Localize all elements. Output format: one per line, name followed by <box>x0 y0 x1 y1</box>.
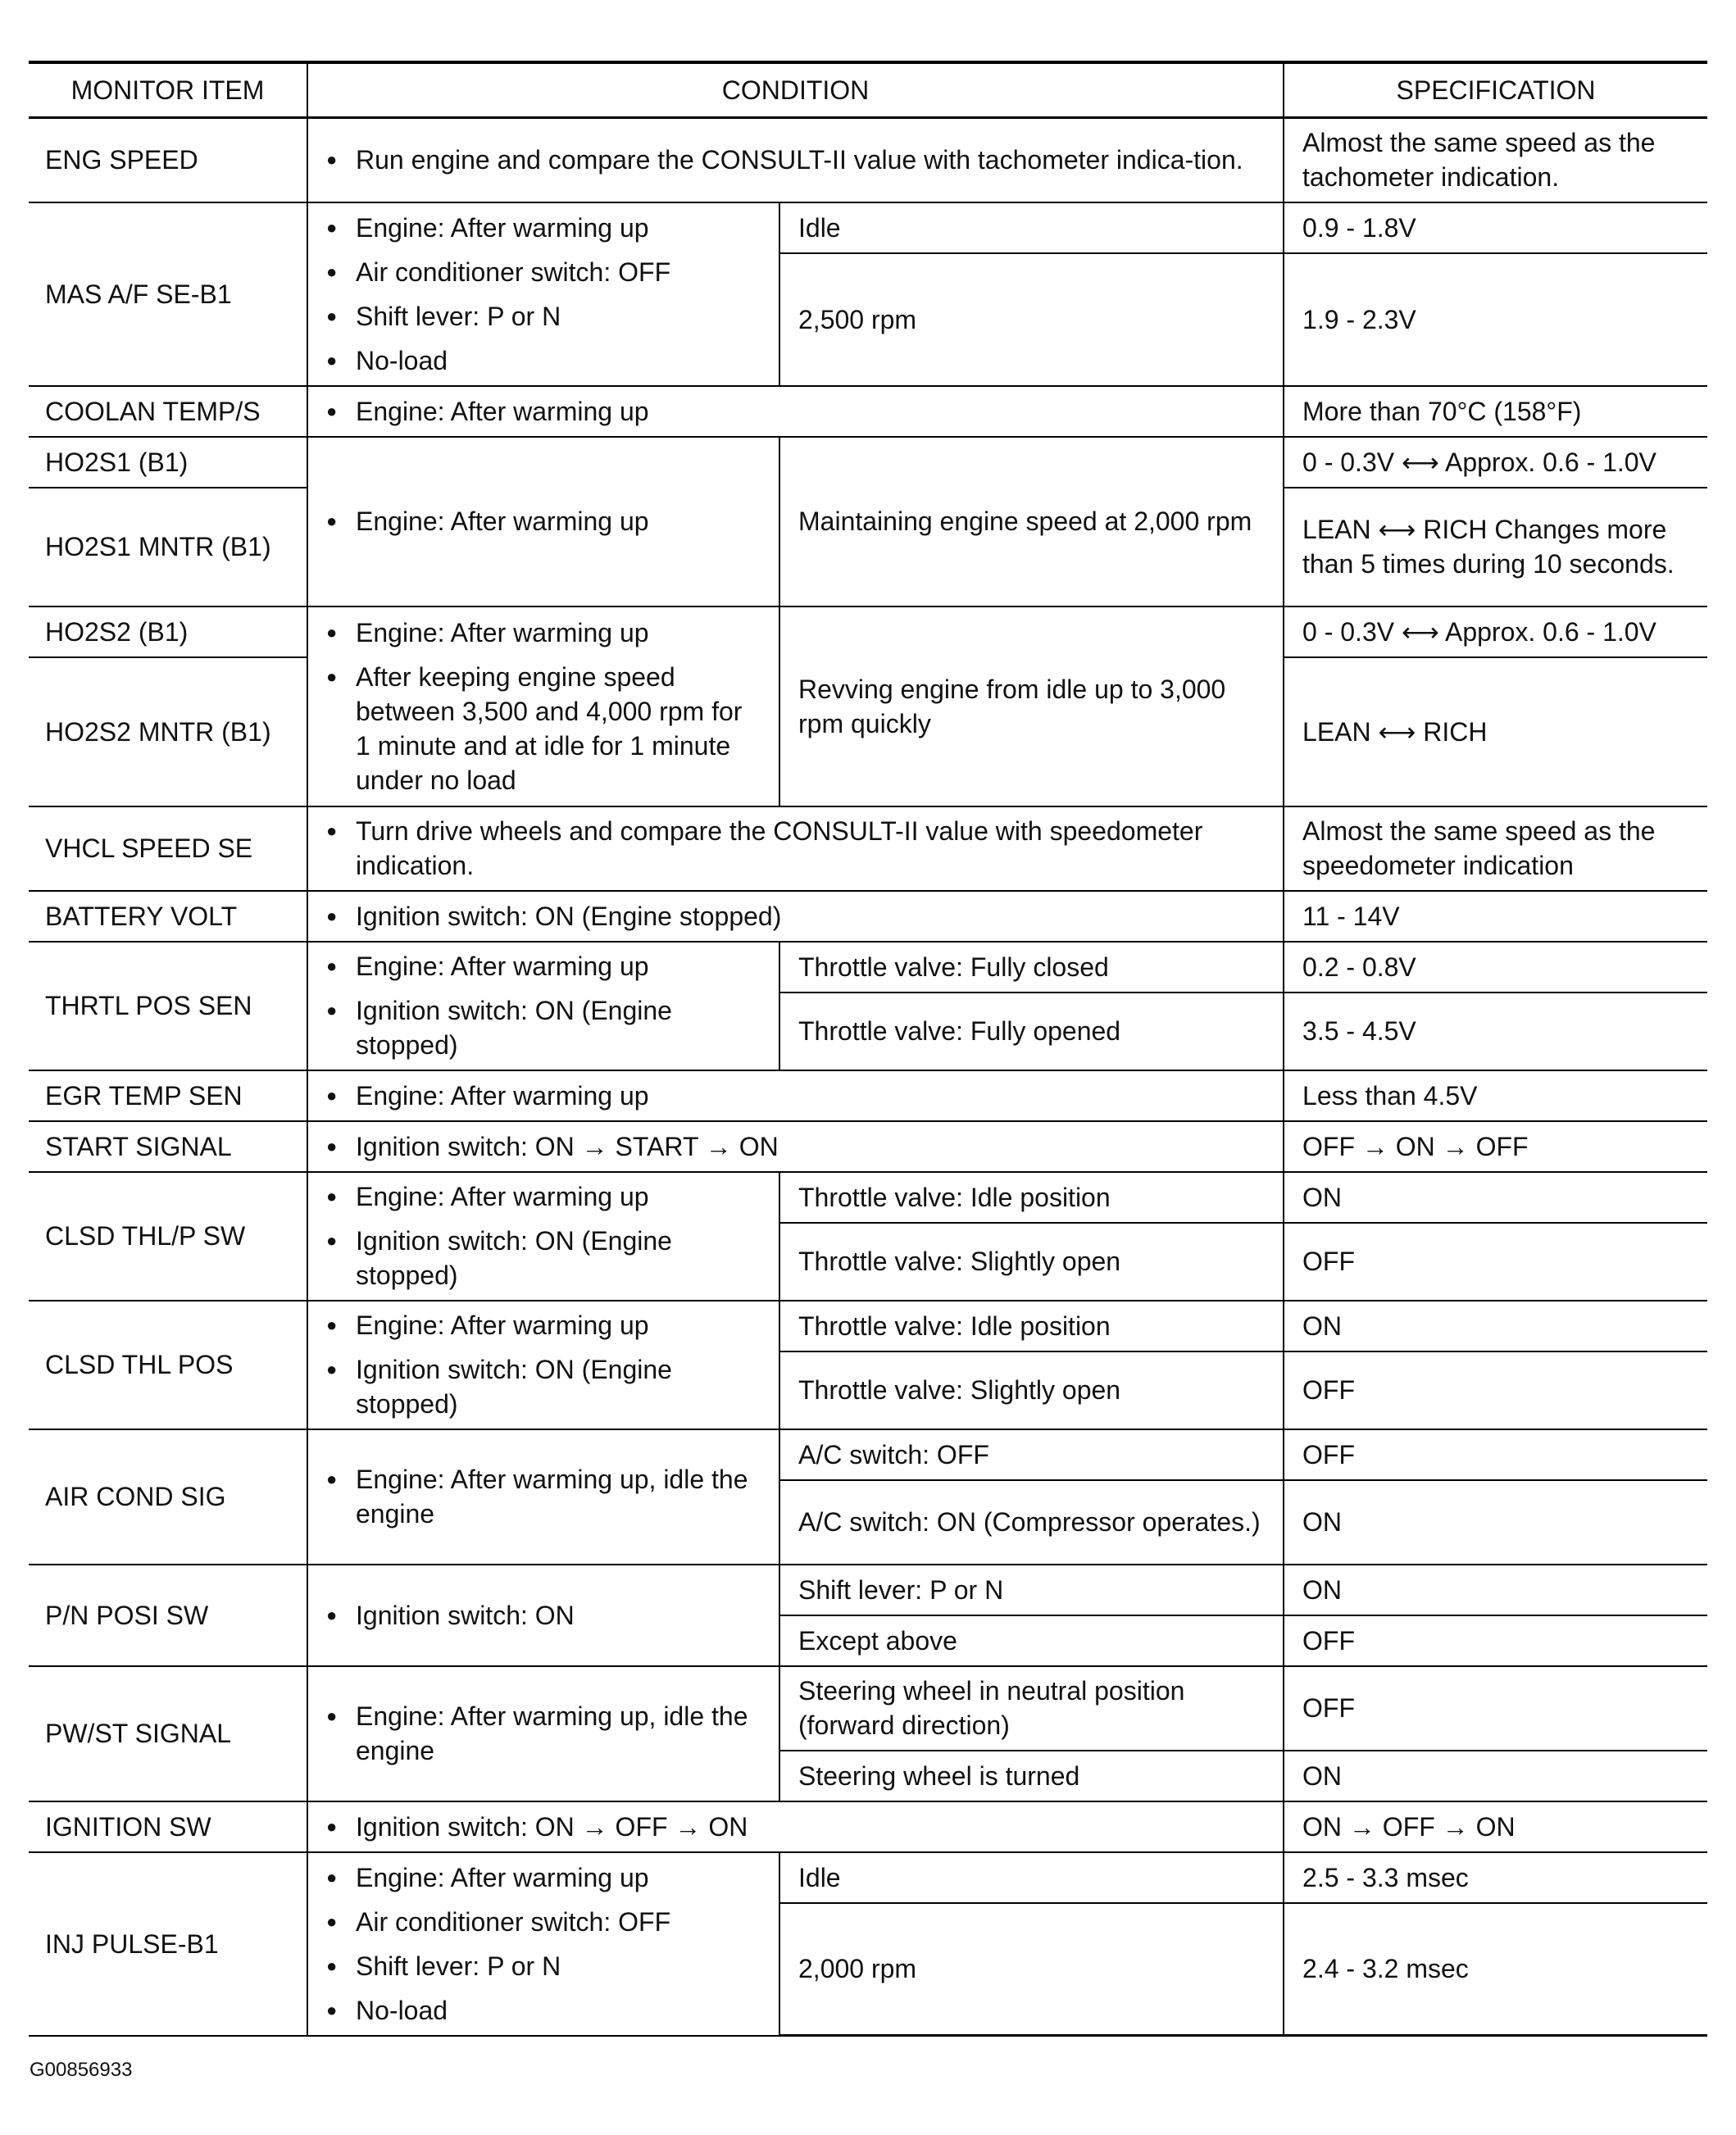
sub-condition-cell: Throttle valve: Idle position <box>779 1301 1284 1351</box>
specification-cell: 1.9 - 2.3V <box>1284 253 1707 386</box>
condition-bullet: ● Run engine and compare the CONSULT-II value with tachometer indica-tion. <box>326 143 1266 177</box>
condition-bullet: ● Engine: After warming up <box>326 1860 762 1895</box>
monitor-item: IGNITION SW <box>29 1801 307 1852</box>
condition-cell <box>307 1565 779 1666</box>
sub-condition-cell: Except above <box>779 1615 1284 1666</box>
monitor-item: BATTERY VOLT <box>29 891 307 942</box>
table-row <box>29 891 1707 942</box>
specification-cell: ON <box>1284 1301 1707 1351</box>
specification-cell: 11 - 14V <box>1284 891 1707 942</box>
monitor-item: EGR TEMP SEN <box>29 1070 307 1121</box>
sub-condition-cell: Throttle valve: Fully closed <box>779 942 1284 993</box>
table-row <box>29 606 1707 657</box>
table-row <box>29 942 1707 993</box>
table-row <box>29 1565 1707 1615</box>
figure-code: G00856933 <box>30 2059 133 2081</box>
condition-bullet: ● Ignition switch: ON (Engine stopped) <box>326 1224 762 1292</box>
monitor-item: AIR COND SIG <box>29 1429 307 1565</box>
sub-condition-cell: 2,000 rpm <box>779 1903 1284 2036</box>
sub-condition-cell: Shift lever: P or N <box>779 1565 1284 1615</box>
condition-bullet: ● Air conditioner switch: OFF <box>326 1905 762 1939</box>
condition-cell <box>307 1121 1284 1172</box>
header-condition: CONDITION <box>307 62 1284 118</box>
specification-cell: 0 - 0.3V ⟷ Approx. 0.6 - 1.0V <box>1284 606 1707 657</box>
table-row <box>29 1121 1707 1172</box>
table-row <box>29 806 1707 891</box>
condition-cell <box>307 806 1284 891</box>
condition-cell <box>307 1852 779 2036</box>
condition-bullet: ● Ignition switch: ON (Engine stopped) <box>326 899 1266 933</box>
table-row <box>29 1801 1707 1852</box>
condition-bullet: ● No-load <box>326 1993 762 2028</box>
specification-cell: Almost the same speed as the speedometer indication <box>1284 806 1707 891</box>
condition-bullet: ● Air conditioner switch: OFF <box>326 255 762 289</box>
specification-cell: LEAN ⟷ RICH Changes more than 5 times during 10 seconds. <box>1284 488 1707 606</box>
condition-bullet: ● Ignition switch: ON → OFF → ON <box>326 1810 1266 1844</box>
condition-cell <box>307 202 779 386</box>
specification-cell: OFF → ON → OFF <box>1284 1121 1707 1172</box>
condition-cell <box>307 437 779 606</box>
monitor-item: HO2S1 MNTR (B1) <box>29 488 307 606</box>
specification-cell: ON → OFF → ON <box>1284 1801 1707 1852</box>
monitor-item: HO2S1 (B1) <box>29 437 307 488</box>
condition-bullet: ● Engine: After warming up <box>326 211 762 245</box>
condition-cell <box>307 942 779 1070</box>
condition-bullet: ● Engine: After warming up <box>326 1079 1266 1113</box>
sub-condition-cell: A/C switch: ON (Compressor operates.) <box>779 1480 1284 1565</box>
condition-bullet: ● Engine: After warming up <box>326 1179 762 1214</box>
condition-bullet: ● Engine: After warming up <box>326 616 762 650</box>
condition-bullet: ● After keeping engine speed between 3,500 and 4,000 rpm for 1 minute and at idle for 1 minute under no load <box>326 660 762 797</box>
table-row <box>29 1852 1707 1903</box>
specification-cell: OFF <box>1284 1429 1707 1480</box>
monitor-item: START SIGNAL <box>29 1121 307 1172</box>
condition-bullet: ● Ignition switch: ON <box>326 1598 762 1633</box>
condition-cell <box>307 1301 779 1429</box>
condition-bullet: ● Engine: After warming up <box>326 504 762 538</box>
header-specification: SPECIFICATION <box>1284 62 1707 118</box>
condition-cell <box>307 1801 1284 1852</box>
specification-cell: 0 - 0.3V ⟷ Approx. 0.6 - 1.0V <box>1284 437 1707 488</box>
condition-bullet: ● Engine: After warming up <box>326 1308 762 1342</box>
specification-cell: ON <box>1284 1480 1707 1565</box>
table-row <box>29 118 1707 202</box>
specification-cell: OFF <box>1284 1223 1707 1301</box>
condition-cell <box>307 606 779 806</box>
condition-cell <box>307 1070 1284 1121</box>
sub-condition-cell: Steering wheel is turned <box>779 1751 1284 1801</box>
sub-condition-cell: Throttle valve: Idle position <box>779 1172 1284 1223</box>
monitor-item: HO2S2 MNTR (B1) <box>29 657 307 806</box>
sub-condition-cell: Idle <box>779 202 1284 253</box>
condition-bullet: ● Engine: After warming up, idle the engine <box>326 1699 762 1768</box>
table-row <box>29 1429 1707 1480</box>
monitor-item: THRTL POS SEN <box>29 942 307 1070</box>
specification-cell: LEAN ⟷ RICH <box>1284 657 1707 806</box>
sub-condition-cell: Idle <box>779 1852 1284 1903</box>
table-row <box>29 202 1707 253</box>
sub-condition-cell: 2,500 rpm <box>779 253 1284 386</box>
specification-cell: Less than 4.5V <box>1284 1070 1707 1121</box>
sub-condition-cell: Throttle valve: Fully opened <box>779 993 1284 1070</box>
monitor-item: ENG SPEED <box>29 118 307 202</box>
table-row <box>29 437 1707 488</box>
header-monitor-item: MONITOR ITEM <box>29 62 307 118</box>
monitor-item: PW/ST SIGNAL <box>29 1666 307 1801</box>
table-row <box>29 1666 1707 1751</box>
specification-cell: 3.5 - 4.5V <box>1284 993 1707 1070</box>
condition-bullet: ● Engine: After warming up <box>326 949 762 983</box>
condition-bullet: ● No-load <box>326 343 762 378</box>
specification-cell: ON <box>1284 1751 1707 1801</box>
monitor-item: CLSD THL/P SW <box>29 1172 307 1301</box>
table-row <box>29 386 1707 437</box>
specification-cell: 0.2 - 0.8V <box>1284 942 1707 993</box>
condition-cell <box>307 1429 779 1565</box>
condition-bullet: ● Shift lever: P or N <box>326 1949 762 1983</box>
monitor-item: HO2S2 (B1) <box>29 606 307 657</box>
specification-cell: OFF <box>1284 1666 1707 1751</box>
specification-cell: Almost the same speed as the tachometer indication. <box>1284 118 1707 202</box>
condition-bullet: ● Ignition switch: ON → START → ON <box>326 1129 1266 1164</box>
condition-cell <box>307 891 1284 942</box>
monitor-item: INJ PULSE-B1 <box>29 1852 307 2036</box>
condition-bullet: ● Turn drive wheels and compare the CONSULT-II value with speedometer indication. <box>326 814 1266 883</box>
condition-cell <box>307 118 1284 202</box>
specification-cell: More than 70°C (158°F) <box>1284 386 1707 437</box>
monitor-item: VHCL SPEED SE <box>29 806 307 891</box>
specification-cell: 2.4 - 3.2 msec <box>1284 1903 1707 2036</box>
monitor-item: MAS A/F SE-B1 <box>29 202 307 386</box>
condition-bullet: ● Ignition switch: ON (Engine stopped) <box>326 993 762 1062</box>
sub-condition-cell: Steering wheel in neutral position (forward direction) <box>779 1666 1284 1751</box>
condition-bullet: ● Ignition switch: ON (Engine stopped) <box>326 1352 762 1421</box>
specification-cell: 2.5 - 3.3 msec <box>1284 1852 1707 1903</box>
specification-cell: OFF <box>1284 1351 1707 1429</box>
sub-condition-cell: Throttle valve: Slightly open <box>779 1351 1284 1429</box>
condition-cell <box>307 1666 779 1801</box>
monitor-item: COOLAN TEMP/S <box>29 386 307 437</box>
specification-cell: ON <box>1284 1172 1707 1223</box>
sub-condition-cell: Throttle valve: Slightly open <box>779 1223 1284 1301</box>
monitor-item: P/N POSI SW <box>29 1565 307 1666</box>
condition-cell <box>307 1172 779 1301</box>
specification-cell: OFF <box>1284 1615 1707 1666</box>
table-row <box>29 1301 1707 1351</box>
specification-cell: 0.9 - 1.8V <box>1284 202 1707 253</box>
sub-condition-cell: A/C switch: OFF <box>779 1429 1284 1480</box>
table-row <box>29 1172 1707 1223</box>
header-row <box>29 62 1707 118</box>
sub-condition-cell: Maintaining engine speed at 2,000 rpm <box>779 437 1284 606</box>
condition-bullet: ● Engine: After warming up, idle the engine <box>326 1462 762 1531</box>
table-row <box>29 1070 1707 1121</box>
condition-cell <box>307 386 1284 437</box>
condition-bullet: ● Shift lever: P or N <box>326 299 762 334</box>
sub-condition-cell: Revving engine from idle up to 3,000 rpm quickly <box>779 606 1284 806</box>
monitor-item: CLSD THL POS <box>29 1301 307 1429</box>
monitor-spec-table <box>29 61 1707 2037</box>
specification-cell: ON <box>1284 1565 1707 1615</box>
condition-bullet: ● Engine: After warming up <box>326 394 1266 429</box>
